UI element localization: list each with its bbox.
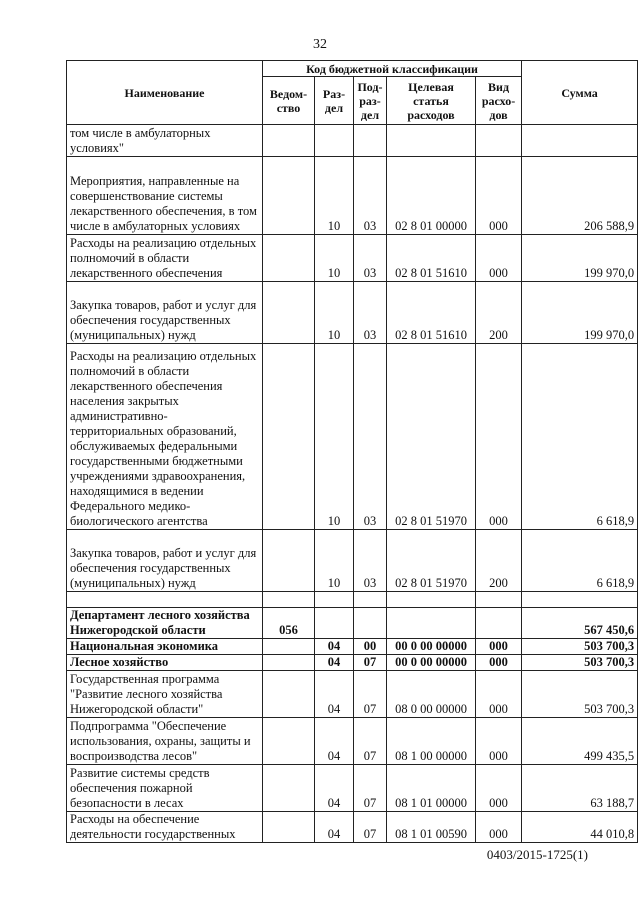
header-podrazdel: Под-раз-дел	[354, 77, 387, 125]
cell-target-article: 08 1 01 00590	[387, 812, 476, 843]
cell-podrazdel: 00	[354, 639, 387, 655]
table-row	[67, 235, 638, 282]
cell-podrazdel: 03	[354, 344, 387, 530]
cell-podrazdel	[354, 608, 387, 639]
cell-target-article: 02 8 01 51610	[387, 282, 476, 344]
cell-razdel: 04	[315, 671, 354, 718]
cell-sum: 199 970,0	[522, 282, 638, 344]
cell-sum	[522, 125, 638, 157]
cell-name: Расходы на реализацию отдельных полномочий в области лекарственного обеспечения населения закрытых административно-территориальных образований, обслуживаемых федеральными государственными бюджетными учреждениями здравоохранения, находящимися в ведении Федерального медико-биологического агентства	[67, 344, 263, 530]
cell-name: Государственная программа "Развитие лесного хозяйства Нижегородской области"	[67, 671, 263, 718]
cell-expense-type: 200	[476, 530, 522, 592]
header-code-group: Код бюджетной классификации	[263, 61, 522, 77]
cell-vedomstvo	[263, 344, 315, 530]
cell-vedomstvo	[263, 125, 315, 157]
cell-expense-type: 000	[476, 639, 522, 655]
cell-podrazdel: 07	[354, 655, 387, 671]
table-row	[67, 639, 638, 655]
cell-sum: 503 700,3	[522, 639, 638, 655]
table-row	[67, 592, 638, 608]
cell-sum: 44 010,8	[522, 812, 638, 843]
table-row	[67, 812, 638, 843]
cell-sum	[522, 592, 638, 608]
cell-expense-type: 000	[476, 157, 522, 235]
cell-expense-type: 000	[476, 718, 522, 765]
cell-razdel: 10	[315, 344, 354, 530]
cell-razdel: 04	[315, 812, 354, 843]
table-row	[67, 530, 638, 592]
cell-name: Закупка товаров, работ и услуг для обеспечения государственных (муниципальных) нужд	[67, 282, 263, 344]
cell-podrazdel	[354, 125, 387, 157]
cell-vedomstvo	[263, 718, 315, 765]
cell-name: Департамент лесного хозяйства Нижегородской области	[67, 608, 263, 639]
cell-razdel: 10	[315, 157, 354, 235]
cell-name: Подпрограмма "Обеспечение использования, охраны, защиты и воспроизводства лесов"	[67, 718, 263, 765]
table-body	[67, 125, 638, 843]
table-row	[67, 344, 638, 530]
cell-expense-type: 000	[476, 671, 522, 718]
cell-expense-type: 000	[476, 655, 522, 671]
cell-podrazdel: 07	[354, 718, 387, 765]
cell-razdel: 10	[315, 235, 354, 282]
cell-razdel: 10	[315, 530, 354, 592]
cell-podrazdel: 03	[354, 282, 387, 344]
cell-vedomstvo	[263, 671, 315, 718]
budget-table	[66, 60, 638, 843]
cell-target-article: 02 8 01 51970	[387, 344, 476, 530]
cell-sum: 503 700,3	[522, 671, 638, 718]
cell-vedomstvo	[263, 592, 315, 608]
cell-vedomstvo	[263, 812, 315, 843]
cell-podrazdel: 03	[354, 530, 387, 592]
cell-podrazdel: 03	[354, 235, 387, 282]
table-row	[67, 765, 638, 812]
table-row	[67, 282, 638, 344]
cell-name: Национальная экономика	[67, 639, 263, 655]
header-vid: Вид расхо-дов	[476, 77, 522, 125]
cell-target-article: 02 8 01 00000	[387, 157, 476, 235]
cell-name: Лесное хозяйство	[67, 655, 263, 671]
cell-razdel: 04	[315, 655, 354, 671]
cell-vedomstvo	[263, 157, 315, 235]
cell-name	[67, 592, 263, 608]
cell-expense-type: 000	[476, 812, 522, 843]
cell-sum: 63 188,7	[522, 765, 638, 812]
cell-sum: 199 970,0	[522, 235, 638, 282]
cell-expense-type	[476, 592, 522, 608]
cell-sum: 567 450,6	[522, 608, 638, 639]
cell-target-article	[387, 125, 476, 157]
cell-razdel: 10	[315, 282, 354, 344]
cell-podrazdel: 07	[354, 765, 387, 812]
cell-name: Мероприятия, направленные на совершенствование системы лекарственного обеспечения, в том числе в амбулаторных условиях	[67, 157, 263, 235]
cell-vedomstvo	[263, 530, 315, 592]
cell-podrazdel: 03	[354, 157, 387, 235]
cell-target-article: 02 8 01 51970	[387, 530, 476, 592]
cell-vedomstvo	[263, 282, 315, 344]
table-row	[67, 671, 638, 718]
cell-target-article	[387, 608, 476, 639]
cell-sum: 6 618,9	[522, 530, 638, 592]
cell-target-article	[387, 592, 476, 608]
cell-name: Закупка товаров, работ и услуг для обеспечения государственных (муниципальных) нужд	[67, 530, 263, 592]
cell-razdel: 04	[315, 718, 354, 765]
header-celevaya: Целевая статья расходов	[387, 77, 476, 125]
cell-vedomstvo	[263, 639, 315, 655]
cell-sum: 206 588,9	[522, 157, 638, 235]
cell-podrazdel: 07	[354, 671, 387, 718]
cell-podrazdel: 07	[354, 812, 387, 843]
cell-expense-type: 000	[476, 344, 522, 530]
cell-name: Развитие системы средств обеспечения пожарной безопасности в лесах	[67, 765, 263, 812]
cell-name: том числе в амбулаторных условиях"	[67, 125, 263, 157]
cell-podrazdel	[354, 592, 387, 608]
cell-target-article: 00 0 00 00000	[387, 655, 476, 671]
cell-razdel: 04	[315, 765, 354, 812]
cell-razdel: 04	[315, 639, 354, 655]
document-code: 0403/2015-1725(1)	[486, 847, 588, 862]
table-row	[67, 125, 638, 157]
cell-sum: 503 700,3	[522, 655, 638, 671]
cell-target-article: 08 0 00 00000	[387, 671, 476, 718]
header-sum: Сумма	[522, 61, 638, 125]
cell-expense-type	[476, 125, 522, 157]
cell-expense-type: 200	[476, 282, 522, 344]
cell-razdel	[315, 125, 354, 157]
table-row	[67, 655, 638, 671]
cell-sum: 499 435,5	[522, 718, 638, 765]
cell-name: Расходы на обеспечение деятельности государственных	[67, 812, 263, 843]
table-row	[67, 608, 638, 639]
cell-vedomstvo: 056	[263, 608, 315, 639]
page-number: 32	[313, 37, 327, 52]
cell-expense-type: 000	[476, 235, 522, 282]
header-razdel: Раз-дел	[315, 77, 354, 125]
cell-name: Расходы на реализацию отдельных полномочий в области лекарственного обеспечения	[67, 235, 263, 282]
cell-razdel	[315, 608, 354, 639]
header-name: Наименование	[67, 61, 263, 125]
cell-target-article: 02 8 01 51610	[387, 235, 476, 282]
cell-target-article: 00 0 00 00000	[387, 639, 476, 655]
cell-vedomstvo	[263, 235, 315, 282]
header-vedomstvo: Ведом-ство	[263, 77, 315, 125]
cell-razdel	[315, 592, 354, 608]
cell-expense-type: 000	[476, 765, 522, 812]
table-row	[67, 157, 638, 235]
cell-target-article: 08 1 00 00000	[387, 718, 476, 765]
cell-vedomstvo	[263, 655, 315, 671]
cell-target-article: 08 1 01 00000	[387, 765, 476, 812]
table-row	[67, 718, 638, 765]
cell-vedomstvo	[263, 765, 315, 812]
cell-sum: 6 618,9	[522, 344, 638, 530]
cell-expense-type	[476, 608, 522, 639]
